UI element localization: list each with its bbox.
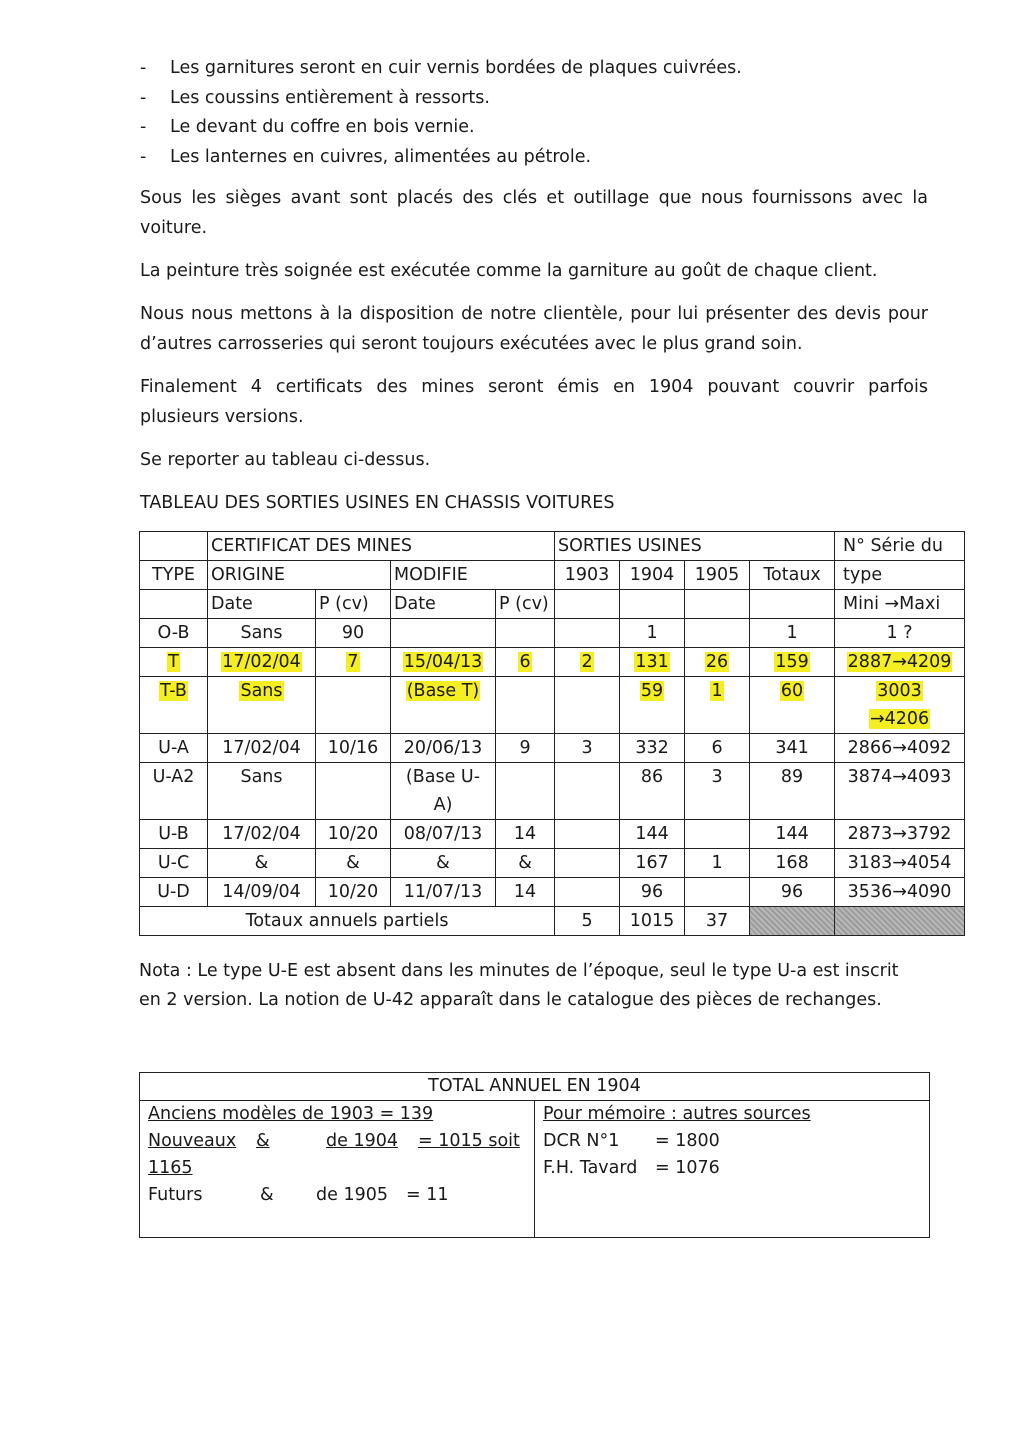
cell-serie: 1 ? (835, 619, 965, 648)
paragraph-line: Nous nous mettons à la disposition de notre clientèle, pour lui présenter des devis pour (140, 304, 928, 324)
highlight: 2887→4209 (847, 652, 952, 672)
table-row (140, 763, 965, 820)
cell-mod-date: & (391, 849, 496, 878)
bullet-text: Les coussins entièrement à ressorts. (170, 87, 490, 108)
header-origine: ORIGINE (208, 561, 391, 590)
cell-type (140, 677, 208, 734)
highlight: 59 (640, 681, 664, 701)
bullet-item (140, 143, 742, 173)
cell-orig-date: & (208, 849, 316, 878)
bullet-marker: - (140, 58, 147, 78)
header-date-modifie: Date (391, 590, 496, 619)
highlight: T (168, 652, 179, 672)
cell-1904: 96 (620, 878, 685, 907)
paragraph-quotes (140, 299, 928, 359)
bullet-list (140, 54, 742, 172)
highlight: Sans (240, 681, 283, 701)
highlight: 1 (711, 681, 723, 701)
text: & (260, 1185, 274, 1205)
text: DCR N°1 (543, 1131, 620, 1151)
text: Futurs (148, 1185, 203, 1205)
text: Nouveaux (148, 1131, 237, 1151)
highlight: 17/02/04 (222, 652, 301, 672)
table-row (140, 734, 965, 763)
cell-1903 (555, 763, 620, 820)
header-date-origine: Date (208, 590, 316, 619)
cell-1904 (620, 677, 685, 734)
table-row (140, 619, 965, 648)
bullet-text: Les lanternes en cuivres, alimentées au pétrole. (170, 146, 592, 167)
cell-1905: 3 (685, 763, 750, 820)
cell-mod-p: 9 (496, 734, 555, 763)
cell-type: U-C (140, 849, 208, 878)
header-sorties: SORTIES USINES (555, 532, 835, 561)
bullet-marker: - (140, 146, 147, 167)
cell-type: U-A (140, 734, 208, 763)
paragraph-line: Finalement 4 certificats des mines seront émis en 1904 pouvant couvrir parfois (140, 377, 928, 397)
bullet-item (140, 54, 742, 84)
cell-1905: 1 (685, 849, 750, 878)
text: = 1076 (655, 1158, 720, 1178)
cell-serie: 3536→4090 (835, 878, 965, 907)
highlight: T-B (160, 681, 187, 701)
cell-orig-date: Sans (208, 619, 316, 648)
paragraph-line: plusieurs versions. (140, 407, 304, 427)
totals-1903: 5 (555, 907, 620, 936)
text: F.H. Tavard (543, 1158, 638, 1178)
paragraph-paint: La peinture très soignée est exécutée comme la garniture au goût de chaque client. (140, 261, 878, 281)
cell-orig-p: & (316, 849, 391, 878)
total-box-left (140, 1101, 535, 1238)
cell-mod-date: 20/06/13 (391, 734, 496, 763)
totals-label: Totaux annuels partiels (140, 907, 555, 936)
header-empty (620, 590, 685, 619)
cell-mod-date (391, 677, 496, 734)
cell-orig-p: 10/20 (316, 820, 391, 849)
header-1905: 1905 (685, 561, 750, 590)
paragraph-line: d’autres carrosseries qui seront toujours exécutées avec le plus grand soin. (140, 334, 803, 354)
cell-mod-date (391, 648, 496, 677)
total-box-title: TOTAL ANNUEL EN 1904 (140, 1073, 930, 1101)
cell-orig-p: 90 (316, 619, 391, 648)
header-serie: N° Série du (835, 532, 965, 561)
text: = 11 (406, 1185, 449, 1205)
cell-1903 (555, 648, 620, 677)
cell-mod-p (496, 677, 555, 734)
bullet-item (140, 113, 742, 143)
text: 1165 (148, 1158, 193, 1178)
cell-1903 (555, 619, 620, 648)
cell-orig-date: 17/02/04 (208, 820, 316, 849)
line-dcr (543, 1128, 921, 1155)
paragraph-reference: Se reporter au tableau ci-dessus. (140, 450, 431, 470)
table-header-row (140, 532, 965, 561)
cell-orig-p (316, 677, 391, 734)
cell-mod-date (391, 763, 496, 820)
production-table (139, 531, 965, 936)
header-totaux: Totaux (750, 561, 835, 590)
cell-orig-date (208, 677, 316, 734)
cell-type: U-D (140, 878, 208, 907)
cell-mod-p (496, 648, 555, 677)
cell-serie: 3874→4093 (835, 763, 965, 820)
cell-total: 89 (750, 763, 835, 820)
line-futurs (148, 1182, 526, 1209)
table-row (140, 849, 965, 878)
header-pcv-modifie-text: P (cv) (499, 594, 549, 614)
hatched-cell (750, 907, 835, 936)
cell-mod-date: 11/07/13 (391, 878, 496, 907)
bullet-item (140, 84, 742, 114)
cell-1905: 6 (685, 734, 750, 763)
cell-total: 1 (750, 619, 835, 648)
total-box-right (535, 1101, 930, 1238)
table-header-row (140, 561, 965, 590)
table-totals-row (140, 907, 965, 936)
bullet-marker: - (140, 87, 147, 108)
cell-orig-date: 17/02/04 (208, 734, 316, 763)
cell-1903 (555, 677, 620, 734)
cell-1903 (555, 849, 620, 878)
nota-paragraph (139, 957, 929, 1015)
paragraph-tools (140, 183, 928, 243)
header-modifie: MODIFIE (391, 561, 555, 590)
cell-total (750, 648, 835, 677)
table-header-row (140, 590, 965, 619)
cell-mod-p: 14 (496, 820, 555, 849)
cell-mod-p (496, 763, 555, 820)
header-serie-range: Mini →Maxi (835, 590, 965, 619)
cell-orig-date: Sans (208, 763, 316, 820)
cell-1903 (555, 820, 620, 849)
cell-1904 (620, 648, 685, 677)
cell-mod-date: 08/07/13 (391, 820, 496, 849)
total-box (139, 1072, 930, 1238)
cell-1904: 332 (620, 734, 685, 763)
total-box-body-row (140, 1101, 930, 1238)
cell-serie: 2866→4092 (835, 734, 965, 763)
nota-line: en 2 version. La notion de U-42 apparaît dans le catalogue des pièces de rechanges. (139, 990, 882, 1010)
cell-1903: 3 (555, 734, 620, 763)
highlight: 131 (635, 652, 669, 672)
highlight: 60 (780, 681, 804, 701)
text: de 1905 (316, 1185, 388, 1205)
cell-1905 (685, 648, 750, 677)
highlight: 15/04/13 (403, 652, 483, 672)
cell-total (750, 677, 835, 734)
cell-1905 (685, 619, 750, 648)
cell-serie (835, 648, 965, 677)
text: = 1800 (655, 1131, 720, 1151)
cell-1905 (685, 878, 750, 907)
header-1904: 1904 (620, 561, 685, 590)
cell-mod-p (496, 619, 555, 648)
highlight: 3003 (877, 681, 922, 701)
line-nouveaux (148, 1128, 526, 1155)
header-1903: 1903 (555, 561, 620, 590)
cell-1903 (555, 878, 620, 907)
table-row (140, 677, 965, 734)
highlight: 7 (347, 652, 359, 672)
header-empty (555, 590, 620, 619)
cell-1904: 86 (620, 763, 685, 820)
bullet-text: Le devant du coffre en bois vernie. (170, 117, 475, 137)
totals-1905: 37 (685, 907, 750, 936)
cell-1905 (685, 820, 750, 849)
header-pcv-modifie (496, 590, 555, 619)
highlight: (Base T) (406, 681, 480, 701)
cell-orig-p: 10/20 (316, 878, 391, 907)
cell-type: O-B (140, 619, 208, 648)
right-title: Pour mémoire : autres sources (543, 1104, 811, 1124)
text: Anciens modèles de 1903 (148, 1104, 374, 1124)
table-row (140, 820, 965, 849)
cell-1905 (685, 677, 750, 734)
header-empty (750, 590, 835, 619)
cell-1904: 1 (620, 619, 685, 648)
cell-orig-p (316, 763, 391, 820)
header-empty (140, 590, 208, 619)
cell-orig-p (316, 648, 391, 677)
table-row (140, 878, 965, 907)
header-type: TYPE (140, 561, 208, 590)
table-caption: TABLEAU DES SORTIES USINES EN CHASSIS VOITURES (140, 493, 615, 513)
bullet-marker: - (140, 117, 147, 137)
cell-total: 341 (750, 734, 835, 763)
highlight: →4206 (869, 709, 930, 729)
cell-orig-p: 10/16 (316, 734, 391, 763)
nota-line: Nota : Le type U-E est absent dans les minutes de l’époque, seul le type U-a est inscrit (139, 961, 899, 981)
highlight: 26 (705, 652, 729, 672)
cell-orig-date (208, 648, 316, 677)
header-serie-type: type (835, 561, 965, 590)
bullet-text: Les garnitures seront en cuir vernis bordées de plaques cuivrées. (170, 58, 742, 78)
highlight: 2 (581, 652, 593, 672)
text: = 1015 soit (418, 1131, 520, 1151)
paragraph-certificates (140, 372, 928, 432)
line-anciens (148, 1101, 526, 1128)
line-tavard (543, 1155, 921, 1182)
cell-total: 144 (750, 820, 835, 849)
cell-serie: 2873→3792 (835, 820, 965, 849)
cell-serie: 3183→4054 (835, 849, 965, 878)
header-empty (685, 590, 750, 619)
hatched-cell (835, 907, 965, 936)
cell-type: U-A2 (140, 763, 208, 820)
paragraph-line: Sous les sièges avant sont placés des clés et outillage que nous fournissons avec la (140, 188, 928, 208)
cell-total: 168 (750, 849, 835, 878)
cell-mod-p: & (496, 849, 555, 878)
line-1165 (148, 1155, 526, 1182)
cell-text: A) (433, 795, 453, 815)
text: = 139 (374, 1104, 434, 1124)
highlight: 159 (775, 652, 809, 672)
cell-orig-date: 14/09/04 (208, 878, 316, 907)
table-row (140, 648, 965, 677)
highlight: 6 (519, 652, 531, 672)
cell-1904: 167 (620, 849, 685, 878)
total-box-title-row (140, 1073, 930, 1101)
header-pcv-origine: P (cv) (316, 590, 391, 619)
cell-serie (835, 677, 965, 734)
text: de 1904 (326, 1131, 398, 1151)
cell-type (140, 648, 208, 677)
text: & (256, 1131, 270, 1151)
header-certificat: CERTIFICAT DES MINES (208, 532, 555, 561)
cell-text: (Base U- (405, 767, 481, 787)
header-type-cell (140, 532, 208, 561)
paragraph-line: voiture. (140, 218, 208, 238)
cell-type: U-B (140, 820, 208, 849)
cell-mod-date (391, 619, 496, 648)
cell-total: 96 (750, 878, 835, 907)
totals-1904: 1015 (620, 907, 685, 936)
cell-mod-p: 14 (496, 878, 555, 907)
cell-1904: 144 (620, 820, 685, 849)
